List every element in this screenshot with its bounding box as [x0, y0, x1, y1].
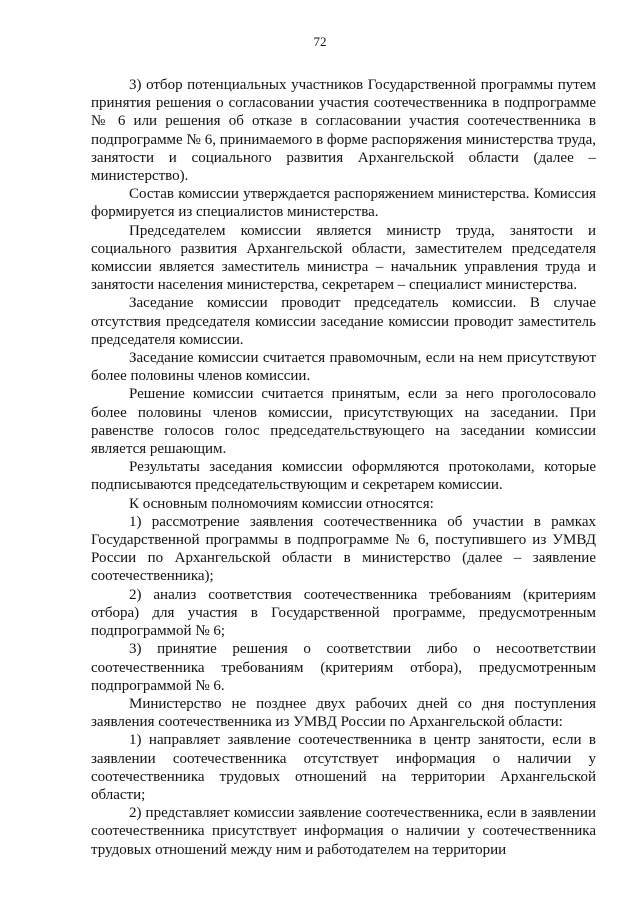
- list-item: 1) направляет заявление соотечественника в центр занятости, если в заявлении соотечественника отсутствует информация о наличии у соотечественника трудовых отношений на территории Архангельской области;: [91, 732, 596, 803]
- page-number: 72: [313, 34, 327, 49]
- paragraph: Заседание комиссии проводит председатель комиссии. В случае отсутствия председателя комиссии заседание комиссии проводит заместитель председателя комиссии.: [91, 295, 596, 348]
- paragraph: 3) отбор потенциальных участников Государственной программы путем принятия решения о согласовании участия соотечественника в подпрограмме № 6 или решения об отказе в согласовании участия соотечественника в подпрограмме № 6, принимаемого в форме распоряжения министерства труда, занятости и социального развития Архангельской области (далее – министерство).: [91, 77, 596, 185]
- list-item: 1) рассмотрение заявления соотечественника об участии в рамках Государственной программы в подпрограмме № 6, поступившего из УМВД России по Архангельской области в министерство (далее – заявление соотечественника);: [91, 513, 596, 585]
- document-body: [91, 76, 596, 859]
- list-item: 3) принятие решения о соответствии либо о несоответствии соотечественника требованиям (критериям отбора), предусмотренным подпрограммой № 6.: [91, 641, 596, 694]
- list-item: 2) анализ соответствия соотечественника требованиям (критериям отбора) для участия в Государственной программе, предусмотренным подпрограммой № 6;: [91, 586, 596, 640]
- list-item: 2) представляет комиссии заявление соотечественника, если в заявлении соотечественника присутствует информация о наличии у соотечественника трудовых отношений между ним и работодателем на территории: [91, 805, 596, 858]
- paragraph: Результаты заседания комиссии оформляются протоколами, которые подписываются председательствующим и секретарем комиссии.: [91, 459, 596, 494]
- paragraph: Заседание комиссии считается правомочным, если на нем присутствуют более половины членов комиссии.: [91, 350, 596, 385]
- paragraph: К основным полномочиям комиссии относятся:: [129, 495, 434, 512]
- paragraph: Состав комиссии утверждается распоряжением министерства. Комиссия формируется из специалистов министерства.: [91, 186, 596, 221]
- paragraph: Министерство не позднее двух рабочих дней со дня поступления заявления соотечественника из УМВД России по Архангельской области:: [91, 695, 596, 731]
- paragraph: Председателем комиссии является министр труда, занятости и социального развития Архангельской области, заместителем председателя комиссии является заместитель министра – начальник управления труда и занятости населения министерства, секретарем – специалист министерства.: [91, 222, 596, 294]
- paragraph: Решение комиссии считается принятым, если за него проголосовало более половины членов комиссии, присутствующих на заседании. При равенстве голосов голос председательствующего на заседании комиссии является решающим.: [91, 386, 596, 458]
